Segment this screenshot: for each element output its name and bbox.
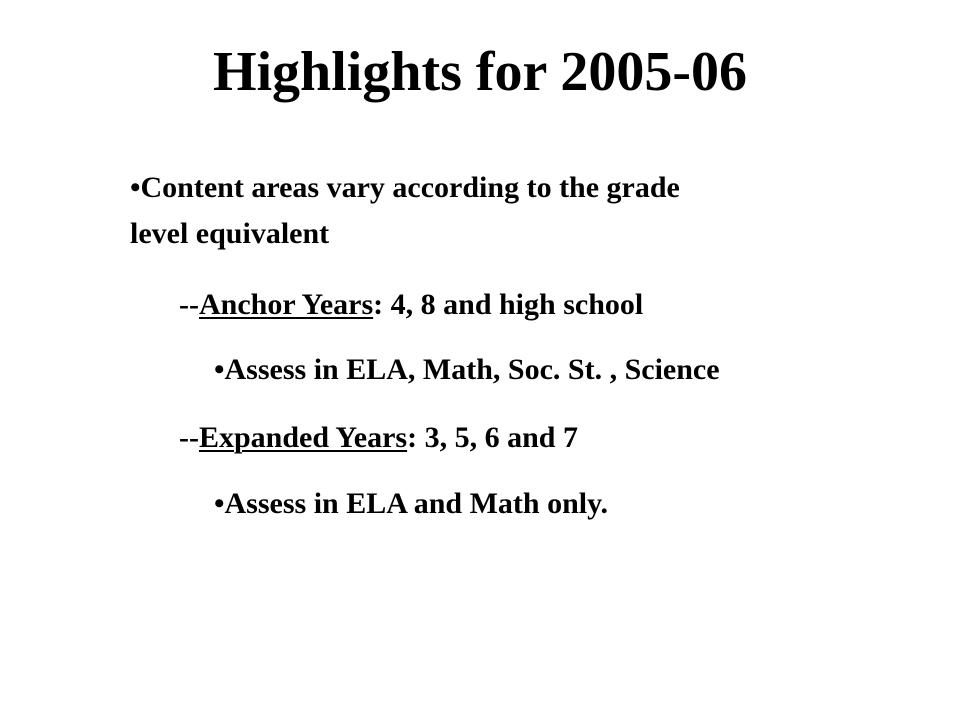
anchor-sub-bullet-text: Assess in ELA, Math, Soc. St. , Science [224, 353, 720, 386]
expanded-years-line [179, 418, 578, 458]
main-bullet-line-1 [130, 168, 680, 208]
slide-title: Highlights for 2005-06 [212, 41, 748, 103]
anchor-years-label: Anchor Years [198, 288, 374, 321]
anchor-sub-bullet [214, 350, 720, 390]
expanded-prefix: -- [179, 421, 199, 454]
expanded-sub-bullet [214, 484, 608, 524]
main-bullet-line-2 [130, 214, 329, 254]
bullet-marker: • [214, 353, 225, 386]
anchor-years-line [179, 285, 643, 325]
anchor-prefix: -- [179, 288, 199, 321]
expanded-years-label: Expanded Years [198, 421, 408, 454]
anchor-years-values: : 4, 8 and high school [373, 288, 644, 321]
main-bullet-text-2: level equivalent [130, 217, 330, 250]
expanded-years-values: : 3, 5, 6 and 7 [407, 421, 578, 454]
expanded-sub-bullet-text: Assess in ELA and Math only. [224, 487, 608, 520]
bullet-marker: • [214, 487, 225, 520]
main-bullet-text-1: Content areas vary according to the grade [140, 171, 680, 204]
bullet-marker: • [130, 171, 141, 204]
